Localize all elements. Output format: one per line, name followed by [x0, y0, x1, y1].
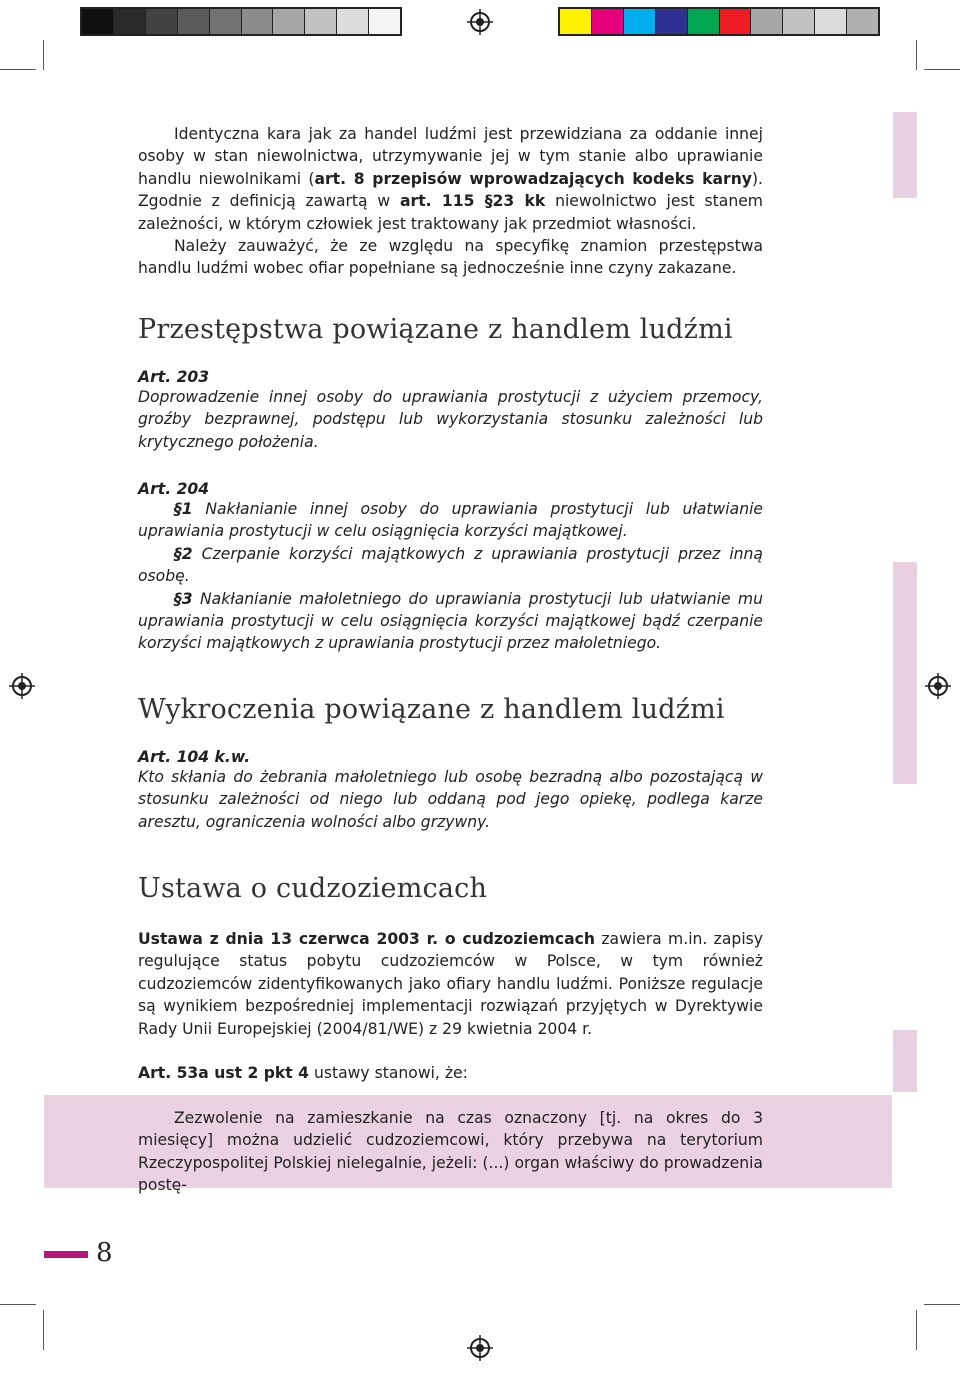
quote-text: Zezwolenie na zamieszkanie na czas oznaczony [tj. na okres do 3 miesięcy] można udzielić cudzoziemcowi, który przebywa na terytorium Rzeczypospolitej Polskiej nielegalnie, jeżeli: (...) organ właściwy do prowadzenia postę-: [138, 1109, 763, 1195]
article-label: Art. 204: [138, 480, 210, 498]
color-swatch: [592, 9, 624, 34]
color-swatch: [751, 9, 783, 34]
act-title: Ustawa z dnia 13 czerwca 2003 r. o cudzoziemcach: [138, 930, 596, 948]
color-swatch: [783, 9, 815, 34]
page-number-accent: [44, 1251, 88, 1258]
crop-mark: [0, 69, 36, 70]
art-204-block: [138, 480, 763, 655]
color-swatch: [847, 9, 878, 34]
paragraph-2: [138, 543, 763, 588]
gray-calibration-bar: [80, 7, 402, 36]
crop-mark: [43, 1310, 44, 1350]
crop-mark: [916, 1310, 917, 1350]
paragraph: [138, 928, 763, 1040]
text-run: ). Zgodnie z definicją zawartą w: [138, 169, 764, 211]
side-tab: [893, 1030, 917, 1092]
quote-text-container: [138, 1107, 763, 1197]
section-heading: Ustawa o cudzoziemcach: [138, 873, 488, 904]
article-label: Art. 104 k.w.: [138, 748, 251, 766]
paragraph-text: Czerpanie korzyści majątkowych z uprawiania prostytucji przez inną osobę.: [138, 544, 763, 586]
paragraph-number: §1: [174, 500, 193, 518]
registration-mark-icon: [467, 1335, 493, 1361]
intro-text: [138, 123, 763, 280]
paragraph-number: §3: [174, 589, 193, 608]
color-swatch: [815, 9, 847, 34]
gray-swatch: [146, 9, 178, 34]
registration-mark-icon: [9, 673, 35, 699]
gray-swatch: [369, 9, 400, 34]
registration-mark-icon: [467, 9, 493, 35]
crop-mark: [924, 1304, 960, 1305]
paragraph-text: Nakłanianie małoletniego do uprawiania prostytucji lub ułatwianie mu uprawiania prostytucji w celu osiągnięcia korzyści majątkowej bądź czerpanie korzyści majątkowych z uprawiania prostytucji przez małoletniego.: [138, 589, 763, 653]
legal-reference: Art. 53a ust 2 pkt 4: [138, 1064, 310, 1083]
gray-swatch: [114, 9, 146, 34]
section-heading: Przestępstwa powiązane z handlem ludźmi: [138, 314, 733, 345]
gray-swatch: [242, 9, 274, 34]
crop-mark: [43, 40, 44, 70]
color-swatch: [688, 9, 720, 34]
gray-swatch: [337, 9, 369, 34]
article-label: Art. 203: [138, 368, 210, 386]
crop-mark: [0, 1304, 36, 1305]
color-swatch: [720, 9, 752, 34]
legal-reference: art. 115 §23 kk: [400, 192, 546, 211]
section-heading: Wykroczenia powiązane z handlem ludźmi: [138, 694, 725, 725]
paragraph: [138, 1062, 763, 1084]
article-text: Doprowadzenie innej osoby do uprawiania prostytucji z użyciem przemocy, groźby bezprawnej, podstępu lub wykorzystania stosunku zależności lub krytycznego położenia.: [138, 388, 763, 451]
text-run: niewolnictwo jest stanem zależności, w którym człowiek jest traktowany jak przedmiot własności.: [138, 192, 763, 233]
section-3-text: [138, 928, 763, 1084]
gray-swatch: [178, 9, 210, 34]
color-swatch: [656, 9, 688, 34]
registration-mark-icon: [925, 673, 951, 699]
color-swatch: [560, 9, 592, 34]
article-text: Kto skłania do żebrania małoletniego lub osobę bezradną albo pozostającą w stosunku zależności od niego lub oddaną pod jego opiekę, podlega karze aresztu, ograniczenia wolności albo grzywny.: [138, 768, 763, 831]
intro-paragraph-2: Należy zauważyć, że ze względu na specyfikę znamion przestępstwa handlu ludźmi wobec ofiar popełniane są jednocześnie inne czyny zakazane.: [138, 237, 763, 278]
side-tab: [893, 562, 917, 784]
paragraph-1: [138, 498, 763, 543]
paragraph-3: [138, 588, 763, 655]
color-swatch: [624, 9, 656, 34]
gray-swatch: [82, 9, 114, 34]
legal-reference: art. 8 przepisów wprowadzających kodeks karny: [314, 169, 752, 188]
paragraph-text: zawiera m.in. zapisy regulujące status pobytu cudzoziemców w Polsce, w tym również cudzoziemców zidentyfikowanych jako ofiary handlu ludźmi. Poniższe regulacje są wynikiem bezpośredniej implementacji rozwiązań przyjętych w Dyrektywie Rady Unii Europejskiej (2004/81/WE) z 29 kwietnia 2004 r.: [138, 930, 764, 1038]
paragraph-text: Nakłanianie innej osoby do uprawiania prostytucji lub ułatwianie uprawiania prostytucji w celu osiągnięcia korzyści majątkowej.: [138, 500, 763, 541]
crop-mark: [924, 69, 960, 70]
page-number: 8: [96, 1238, 113, 1268]
art-203-block: [138, 368, 763, 453]
color-calibration-bar: [558, 7, 880, 36]
crop-mark: [916, 40, 917, 70]
paragraph-number: §2: [174, 544, 193, 563]
paragraph-text: ustawy stanowi, że:: [309, 1064, 468, 1083]
gray-swatch: [273, 9, 305, 34]
text-run: Identyczna kara jak za handel ludźmi jest przewidziana za oddanie innej osoby w stan niewolnictwa, utrzymywanie jej w tym stanie albo uprawianie handlu niewolnikami (: [138, 125, 763, 188]
intro-paragraph-1: [138, 123, 763, 235]
side-tab: [893, 112, 917, 198]
gray-swatch: [210, 9, 242, 34]
art-104-block: [138, 748, 763, 833]
gray-swatch: [305, 9, 337, 34]
